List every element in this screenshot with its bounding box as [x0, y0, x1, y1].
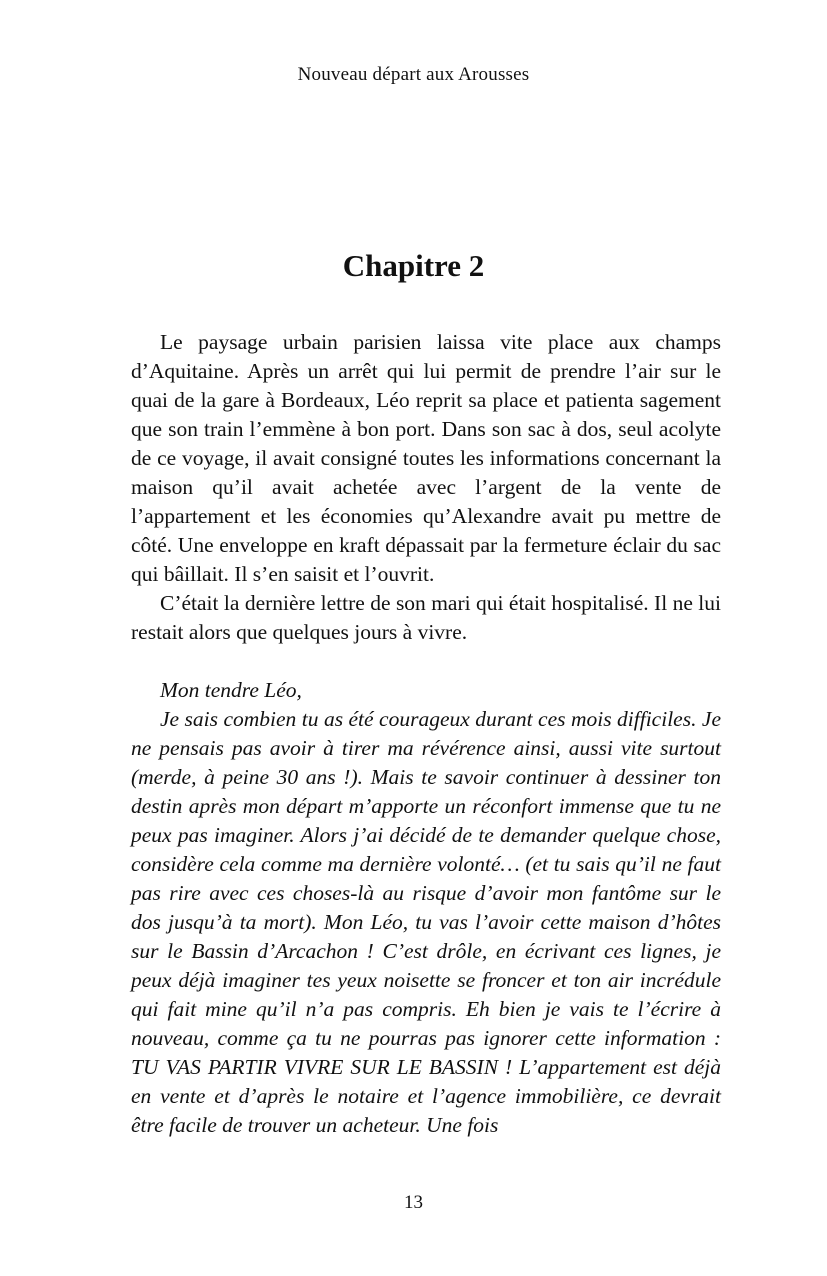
letter [131, 676, 721, 1140]
page-number: 13 [404, 1192, 423, 1213]
running-head: Nouveau départ aux Arousses [297, 64, 530, 85]
letter-salutation: Mon tendre Léo, [160, 678, 302, 702]
chapter-title: Chapitre 2 [342, 248, 485, 283]
page-body [131, 328, 721, 1140]
letter-text: Je sais combien tu as été courageux durant ces mois difficiles. Je ne pensais pas avoir à tirer ma révérence ainsi, aussi vite surtout (merde, à peine 30 ans !). Mais te savoir continuer à dessiner ton destin après mon départ m’apporte un réconfort immense que tu ne peux pas imaginer. Alors j’ai décidé de te demander quelque chose, considère cela comme ma dernière volonté… (et tu sais qu’il ne faut pas rire avec ces choses-là au risque d’avoir mon fantôme sur le dos jusqu’à ta mort). Mon Léo, tu vas l’avoir cette maison d’hôtes sur le Bassin d’Arcachon ! C’est drôle, en écrivant ces lignes, je peux déjà imaginer tes yeux noisette se froncer et ton air incrédule qui fait mine qu’il n’a pas compris. Eh bien je vais te l’écrire à nouveau, comme ça tu ne pourras pas ignorer cette information : TU VAS PARTIR VIVRE SUR LE BASSIN ! L’appartement est déjà en vente et d’après le notaire et l’agence immobilière, ce devrait être facile de trouver un acheteur. Une fois [131, 707, 721, 1137]
paragraph: C’était la dernière lettre de son mari qui était hospitalisé. Il ne lui restait alors que quelques jours à vivre. [131, 591, 721, 644]
paragraph: Le paysage urbain parisien laissa vite place aux champs d’Aquitaine. Après un arrêt qui lui permit de prendre l’air sur le quai de la gare à Bordeaux, Léo reprit sa place et patienta sagement que son train l’emmène à bon port. Dans son sac à dos, seul acolyte de ce voyage, il avait consigné toutes les informations concernant la maison qu’il avait achetée avec l’argent de la vente de l’appartement et les économies qu’Alexandre avait pu mettre de côté. Une enveloppe en kraft dépassait par la fermeture éclair du sac qui bâillait. Il s’en saisit et l’ouvrit. [131, 330, 721, 586]
